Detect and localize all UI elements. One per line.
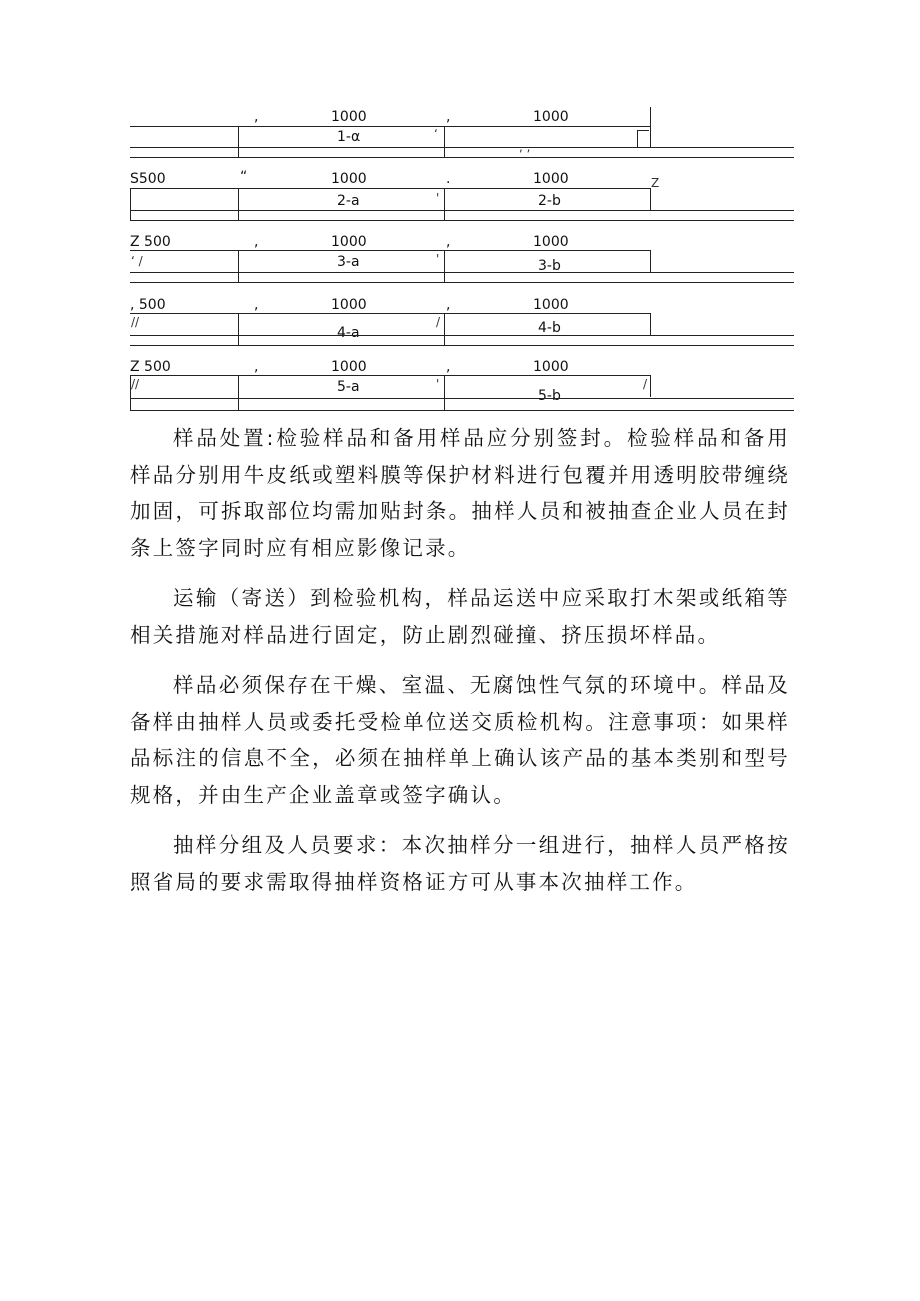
dimension-a: 1000 <box>331 109 367 125</box>
paragraph-sample-handling: 样品处置:检验样品和备用样品应分别签封。检验样品和备用样品分别用牛皮纸或塑料膜等保护材料进行包覆并用透明胶带缠绕加固，可拆取部位均需加贴封条。抽样人员和被抽查企业人员在封条上签字同时应有相应影像记录。 <box>130 426 790 560</box>
section-label-a: 4-a <box>337 325 360 341</box>
row-mid-mark: , <box>446 297 451 313</box>
row-left-mark: , <box>254 297 259 313</box>
paragraph-transport: 运输（寄送）到检验机构，样品运送中应采取打木架或纸箱等相关措施对样品进行固定，防止剧烈碰撞、挤压损坏样品。 <box>130 586 790 647</box>
annotation-mark: / <box>436 315 441 329</box>
annotation-mark: ‘ <box>434 127 438 141</box>
annotation-mark: ' <box>436 377 440 391</box>
row-left-label: Z 500 <box>130 359 171 375</box>
row-left-mark: , <box>254 109 259 125</box>
paragraph-grouping: 抽样分组及人员要求：本次抽样分一组进行，抽样人员严格按照省局的要求需取得抽样资格证方可从事本次抽样工作。 <box>130 833 790 894</box>
section-label-a: 5-a <box>337 379 360 395</box>
row-left-label: S500 <box>130 171 166 187</box>
row-left-label: Z 500 <box>130 234 171 250</box>
dimension-a: 1000 <box>331 297 367 313</box>
dimension-a: 1000 <box>331 234 367 250</box>
left-small-mark: // <box>131 377 140 391</box>
dimension-a: 1000 <box>331 171 367 187</box>
row-left-mark: , <box>254 359 259 375</box>
annotation-mark: ' <box>436 252 440 266</box>
row-mid-mark: , <box>446 234 451 250</box>
row-mid-mark: , <box>446 109 451 125</box>
dimension-a: 1000 <box>331 359 367 375</box>
annotation-mark: , , <box>519 140 531 154</box>
side-mark: Z <box>651 176 660 190</box>
row-left-label: , 500 <box>130 297 166 313</box>
dimension-b: 1000 <box>533 234 569 250</box>
section-label-b: 3-b <box>538 258 561 274</box>
paragraph-storage: 样品必须保存在干燥、室温、无腐蚀性气氛的环境中。样品及备样由抽样人员或委托受检单位送交质检机构。注意事项：如果样品标注的信息不全，必须在抽样单上确认该产品的基本类别和型号规格，并由生产企业盖章或签字确认。 <box>130 673 790 807</box>
annotation-mark: ' <box>436 191 440 205</box>
section-label-a: 1-α <box>337 129 361 145</box>
row-mid-mark: , <box>446 359 451 375</box>
row-left-mark: “ <box>240 169 248 185</box>
sample-layout-diagram <box>0 0 920 420</box>
dimension-b: 1000 <box>533 359 569 375</box>
dimension-b: 1000 <box>533 171 569 187</box>
dimension-b: 1000 <box>533 297 569 313</box>
section-label-b: 4-b <box>538 320 561 336</box>
body-text <box>130 420 790 914</box>
section-label-a: 3-a <box>337 254 360 270</box>
dimension-b: 1000 <box>533 109 569 125</box>
row-mid-mark: . <box>446 171 451 187</box>
section-label-a: 2-a <box>337 193 360 209</box>
left-small-mark: ‘ / <box>131 254 143 268</box>
annotation-mark: / <box>643 377 648 391</box>
section-label-b: 2-b <box>538 193 561 209</box>
row-left-mark: , <box>254 234 259 250</box>
section-label-b: 5-b <box>538 388 561 404</box>
left-small-mark: // <box>131 315 140 329</box>
